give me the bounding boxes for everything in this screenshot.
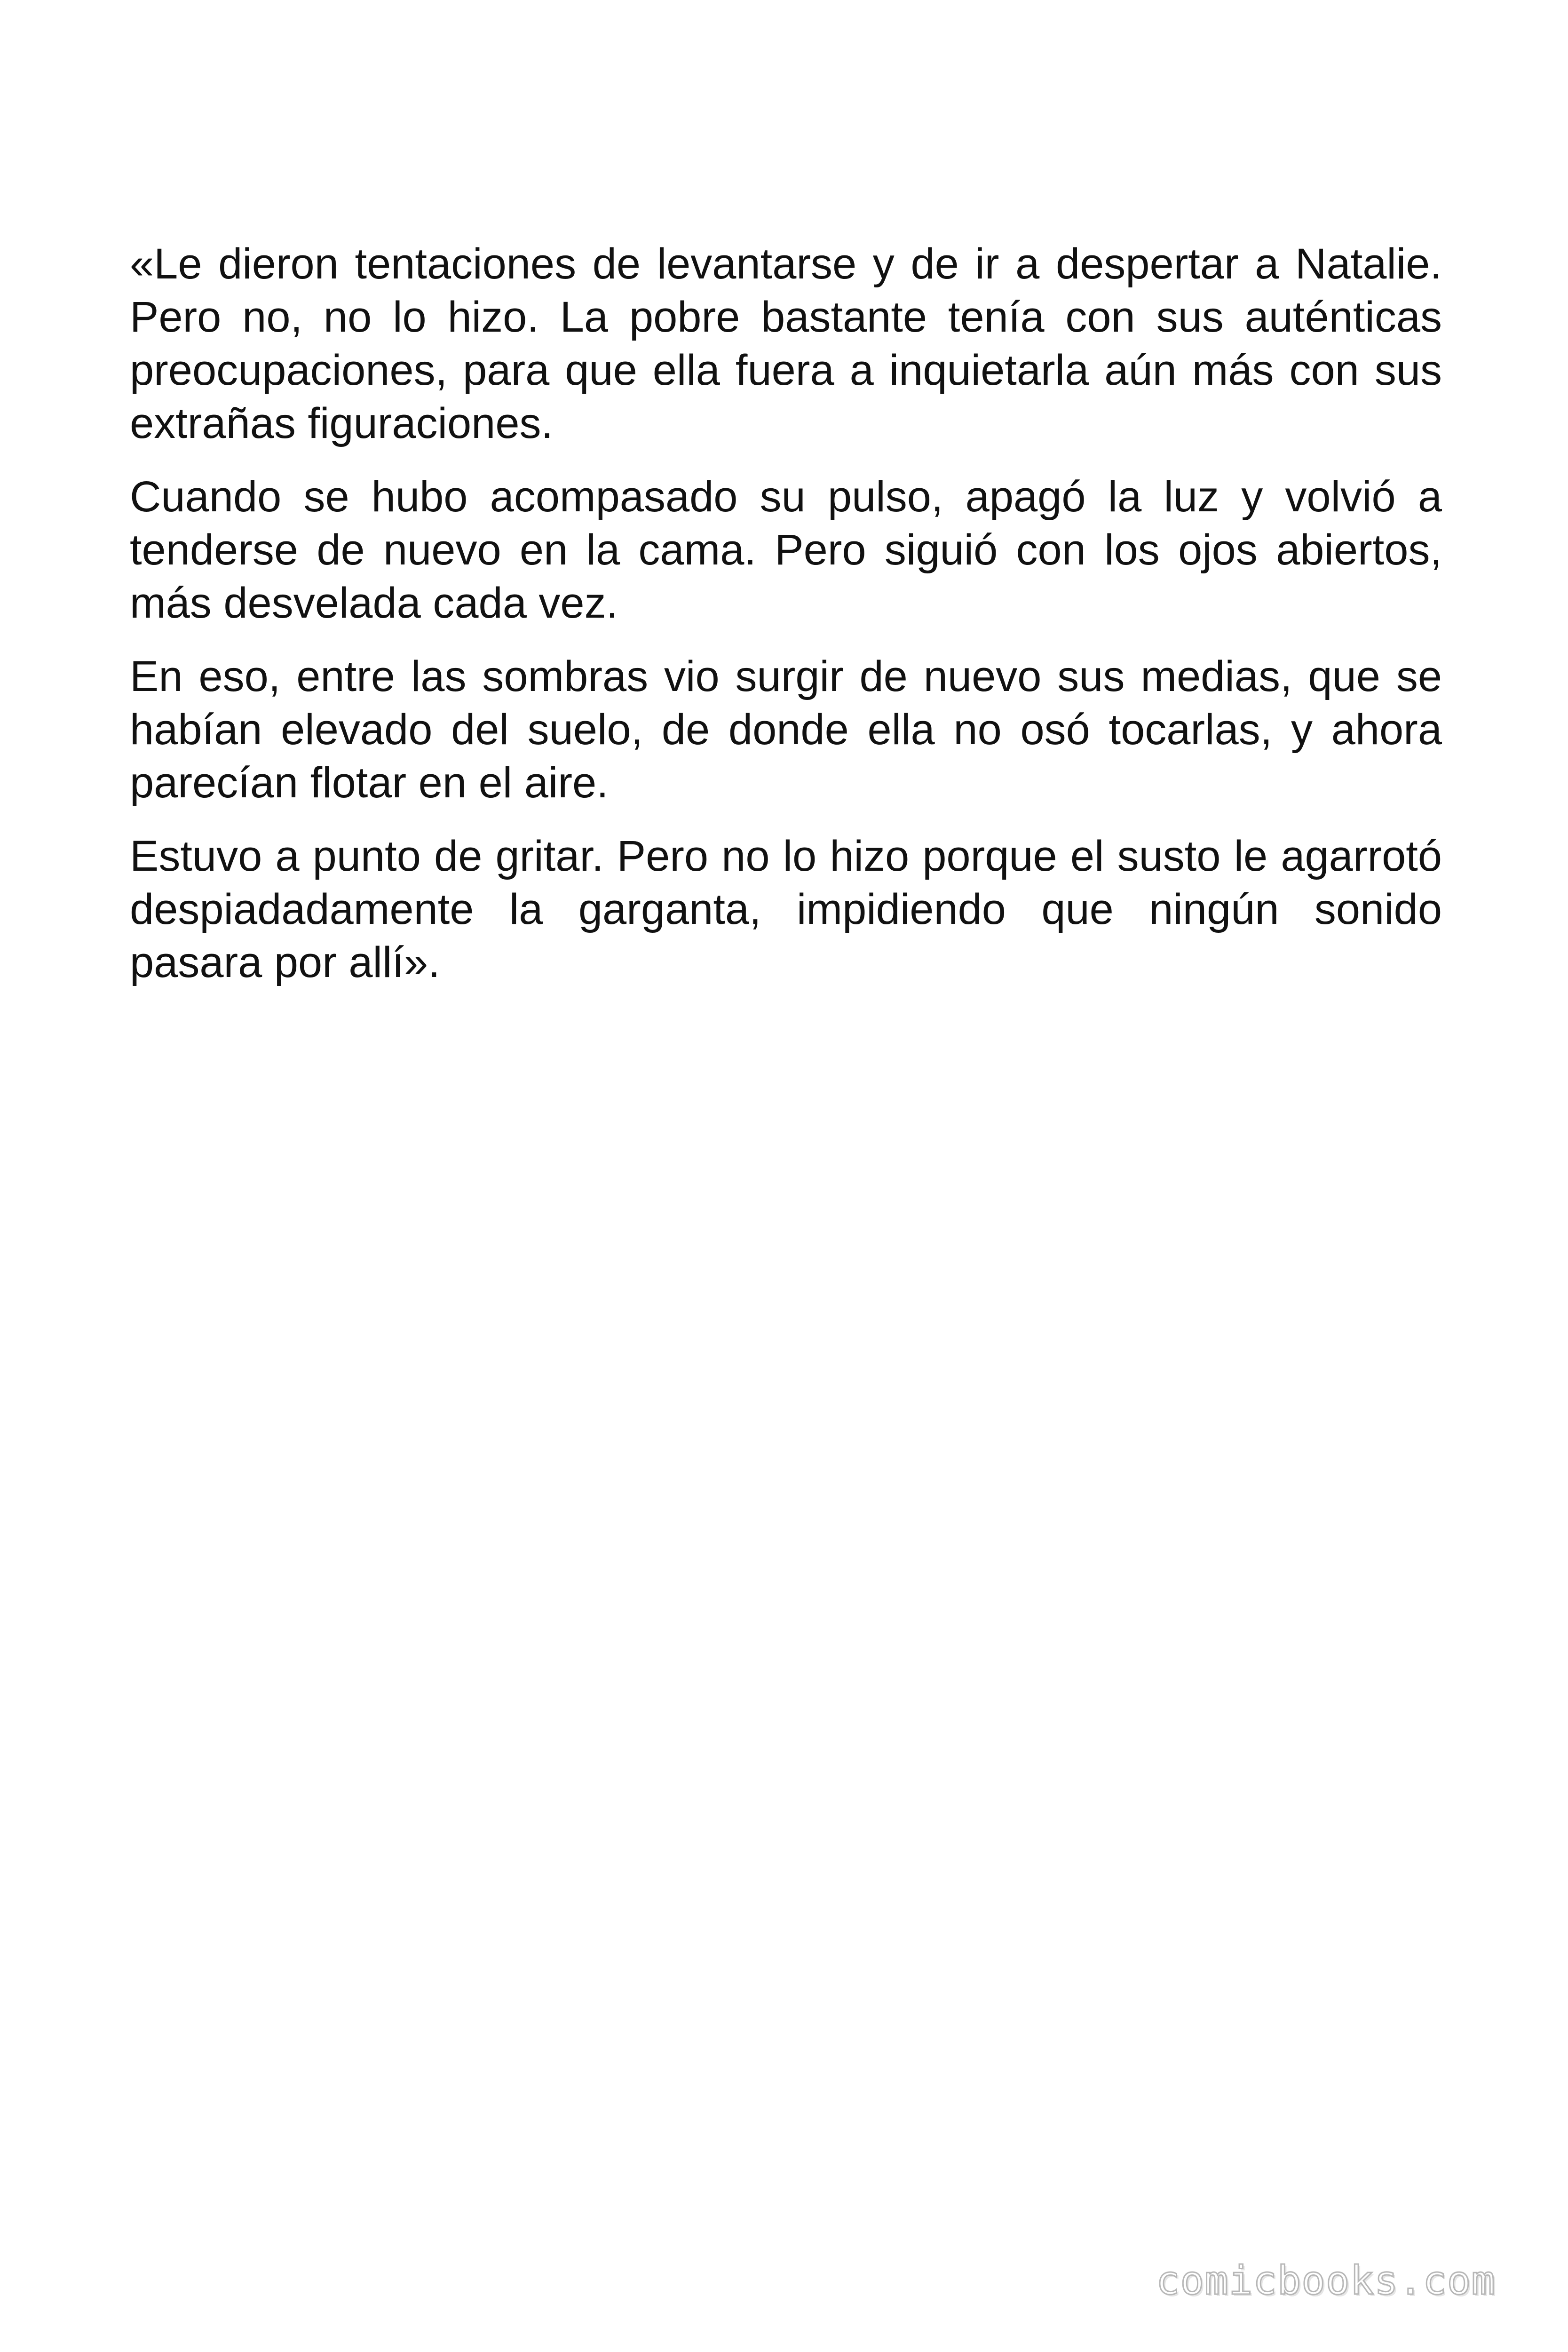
paragraph: «Le dieron tentaciones de levantarse y de ir a despertar a Natalie. Pero no, no lo hizo. La pobre bastante tenía con sus auténticas preocupaciones, para que ella fuera a inquietarla aún más con sus extrañas figuraciones. <box>130 240 1442 447</box>
paragraph: En eso, entre las sombras vio surgir de nuevo sus medias, que se habían elevado del suelo, de donde ella no osó tocarlas, y ahora parecían flotar en el aire. <box>130 652 1442 807</box>
site-watermark: comicbooks.com <box>1156 2257 1496 2304</box>
paragraph: Estuvo a punto de gritar. Pero no lo hizo porque el susto le agarrotó despiadadamente la garganta, impidiendo que ningún sonido pasara por allí». <box>130 832 1442 986</box>
paragraph: Cuando se hubo acompasado su pulso, apagó la luz y volvió a tenderse de nuevo en la cama. Pero siguió con los ojos abiertos, más desvelada cada vez. <box>130 473 1442 627</box>
body-text <box>130 238 1442 1009</box>
